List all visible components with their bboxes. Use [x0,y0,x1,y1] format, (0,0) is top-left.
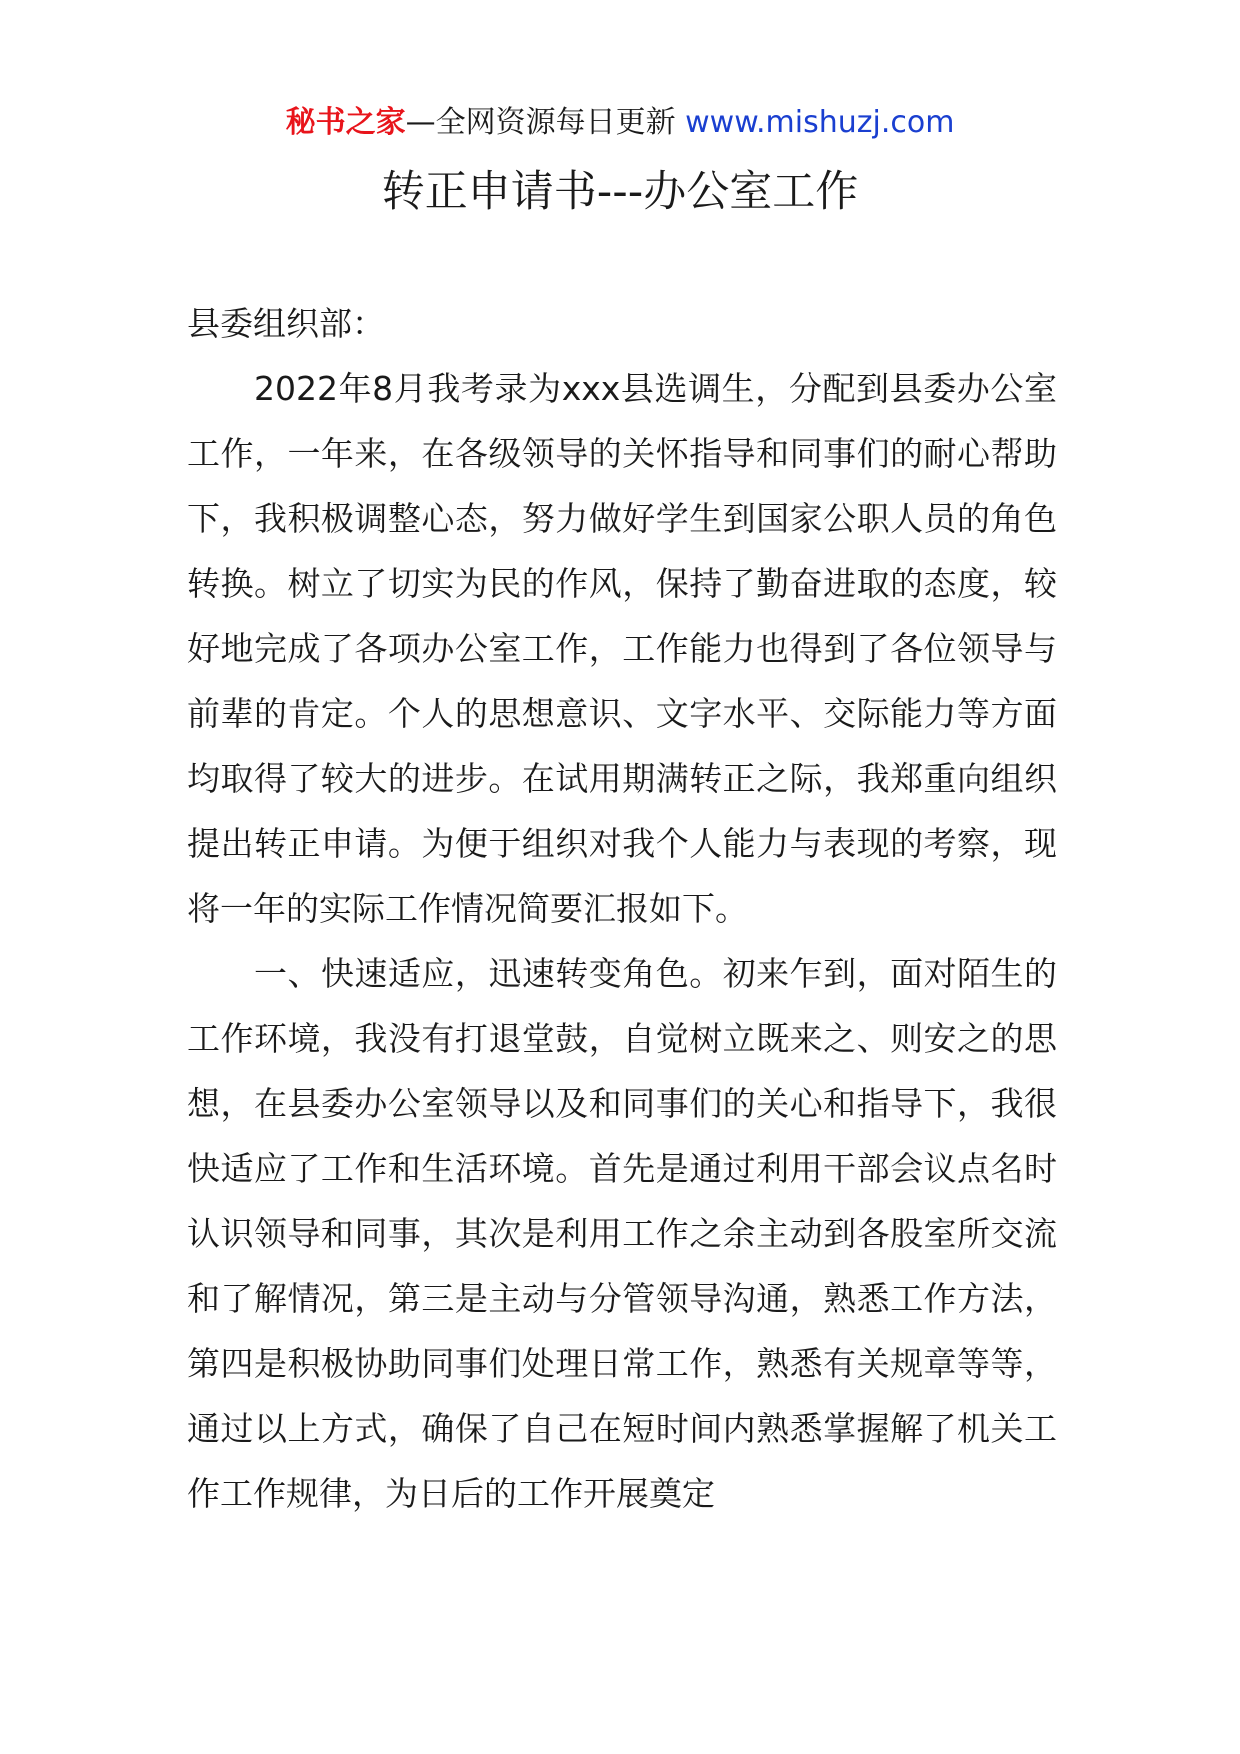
paragraph-section-one: 一、快速适应，迅速转变角色。初来乍到，面对陌生的工作环境，我没有打退堂鼓，自觉树立既来之、则安之的思想，在县委办公室领导以及和同事们的关心和指导下，我很快适应了工作和生活环境。首先是通过利用干部会议点名时认识领导和同事，其次是利用工作之余主动到各股室所交流和了解情况，第三是主动与分管领导沟通，熟悉工作方法，第四是积极协助同事们处理日常工作，熟悉有关规章等等，通过以上方式，确保了自己在短时间内熟悉掌握解了机关工作工作规律，为日后的工作开展奠定 [187,954,1057,1513]
salutation: 县委组织部： [187,304,385,343]
document-body [187,291,1057,1526]
site-slogan: —全网资源每日更新 [405,105,676,140]
site-banner [0,100,1240,146]
document-title: 转正申请书---办公室工作 [381,167,859,217]
paragraph-intro: 2022年8月我考录为xxx县选调生，分配到县委办公室工作，一年来，在各级领导的关怀指导和同事们的耐心帮助下，我积极调整心态，努力做好学生到国家公职人员的角色转换。树立了切实为民的作风，保持了勤奋进取的态度，较好地完成了各项办公室工作，工作能力也得到了各位领导与前辈的肯定。个人的思想意识、文字水平、交际能力等方面均取得了较大的进步。在试用期满转正之际，我郑重向组织提出转正申请。为便于组织对我个人能力与表现的考察，现将一年的实际工作情况简要汇报如下。 [187,369,1057,928]
site-url-link[interactable]: www.mishuzj.com [685,105,955,140]
site-brand: 秘书之家 [285,105,406,140]
